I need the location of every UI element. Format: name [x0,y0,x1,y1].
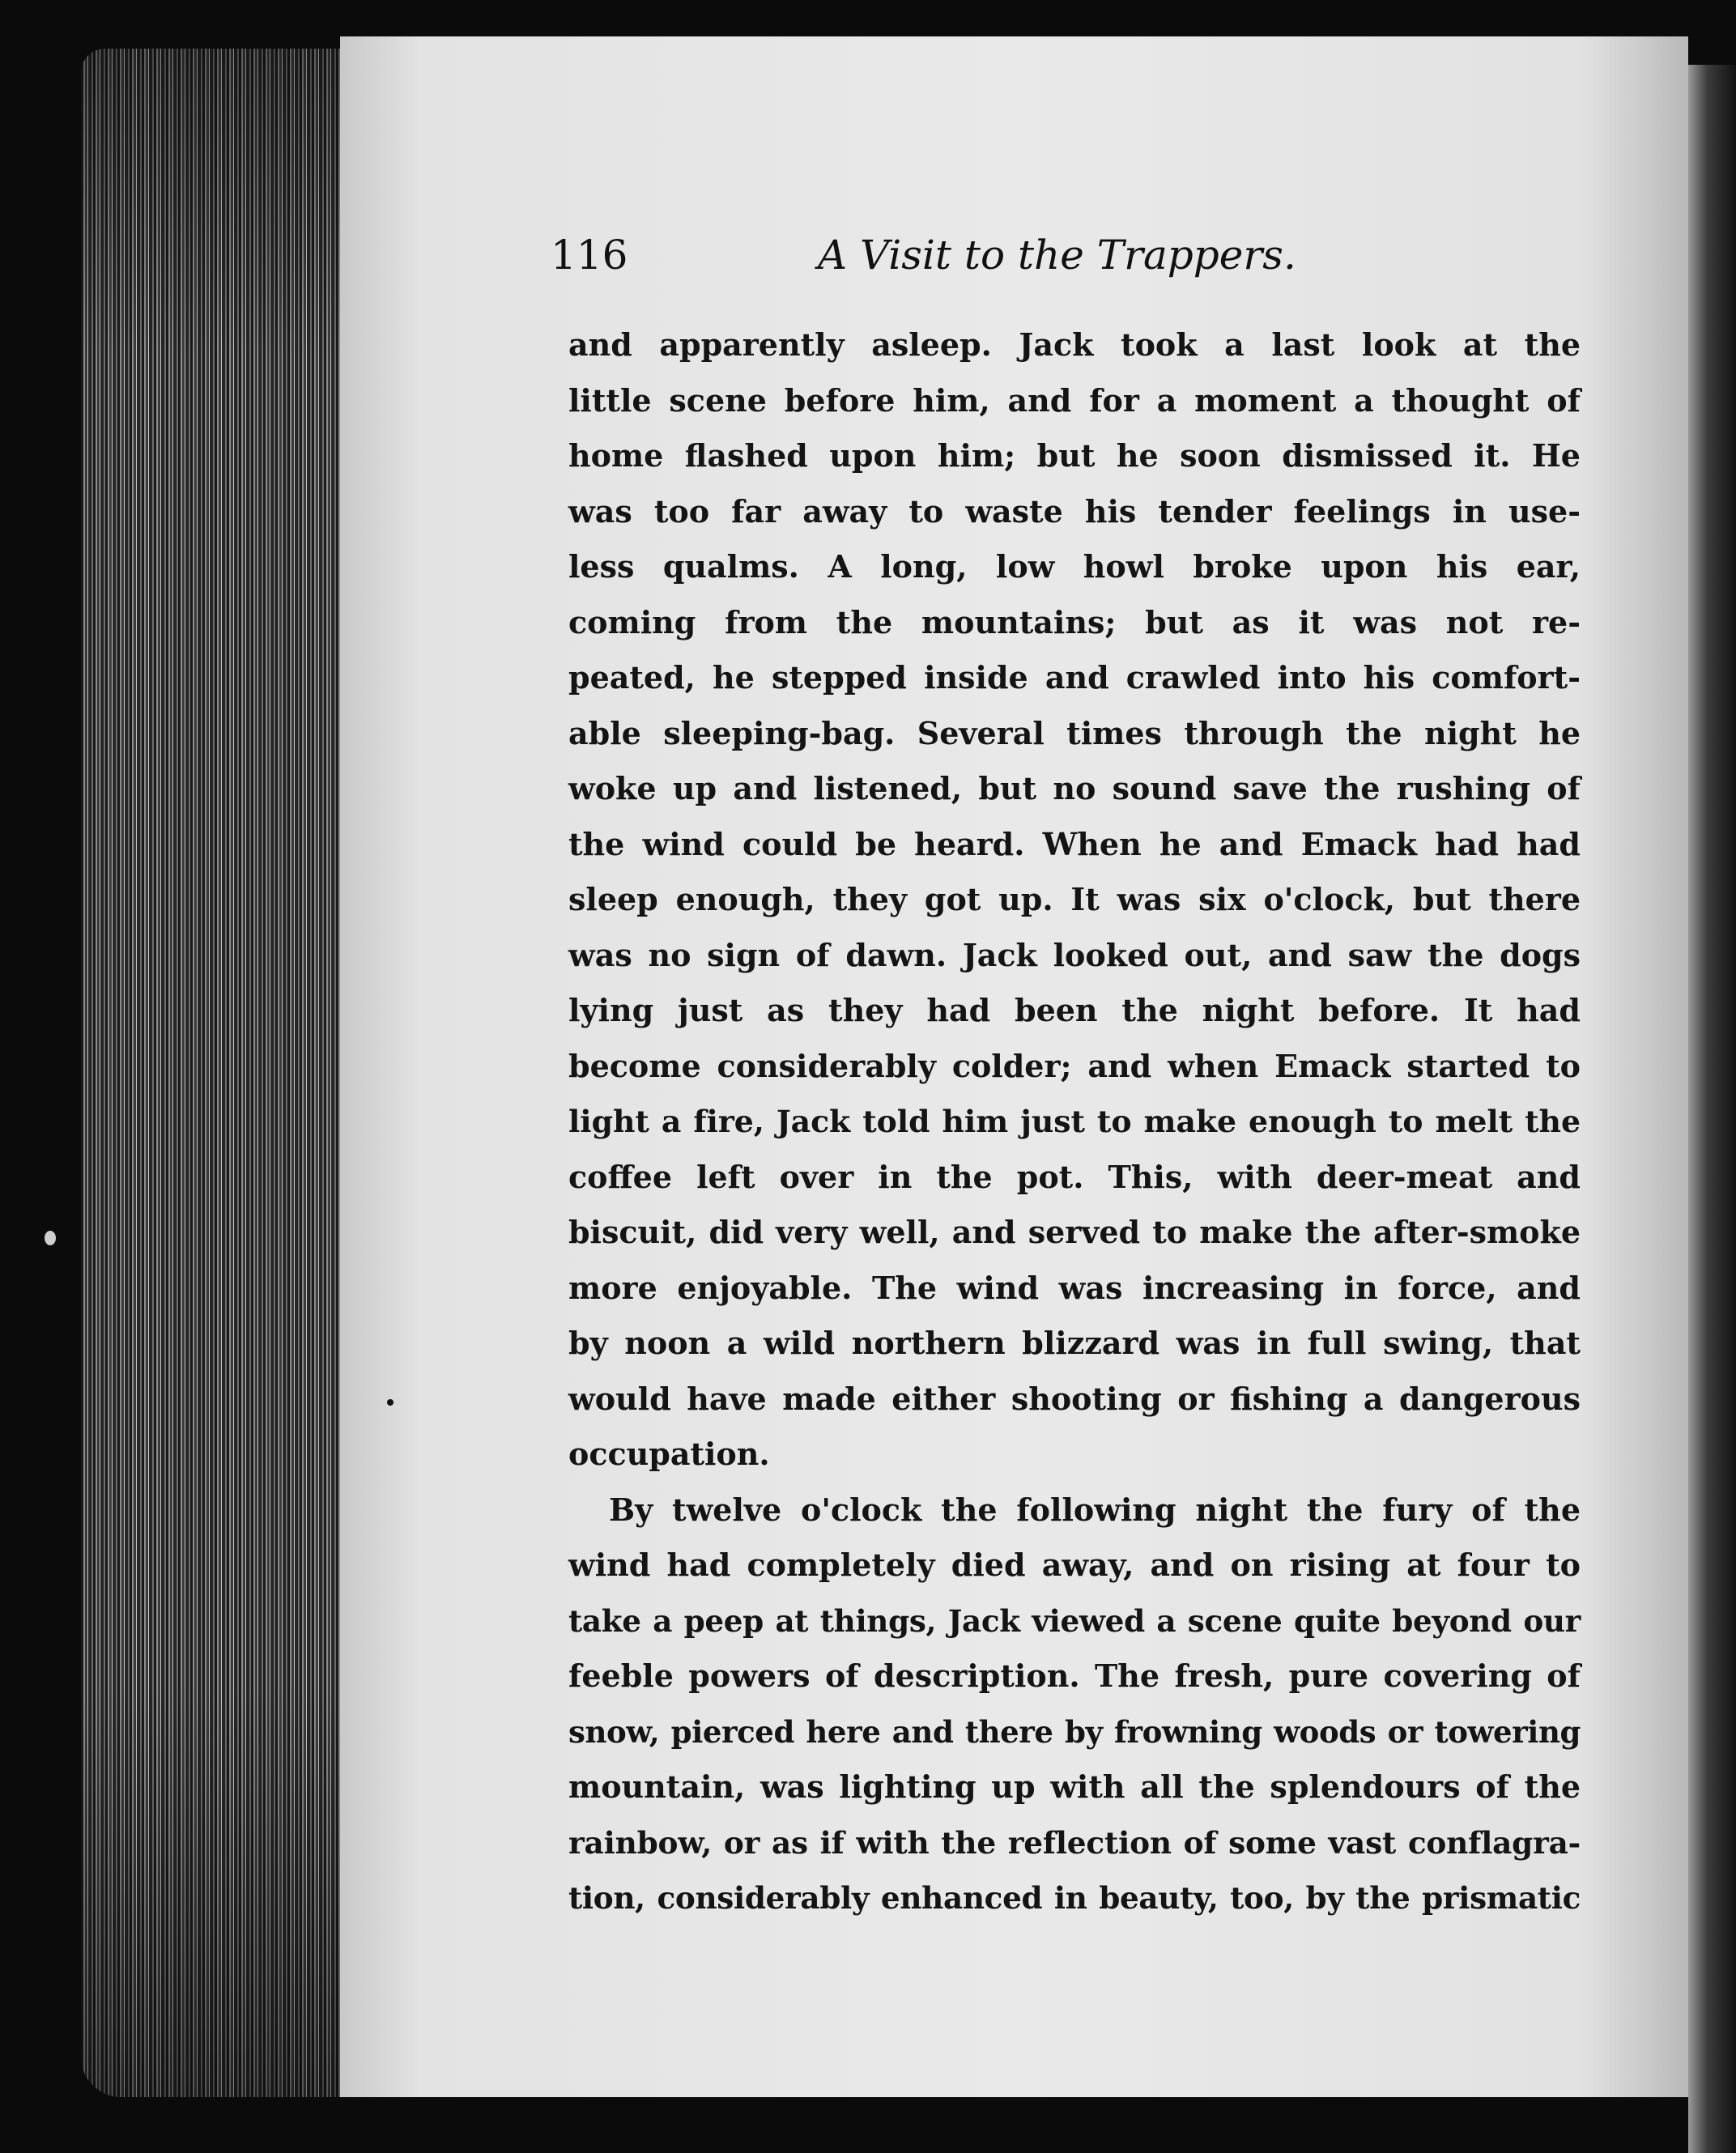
text-line: by noon a wild northern blizzard was in full swing, that [568,1325,1581,1361]
text-line: little scene before him, and for a moment a thought of [568,381,1581,419]
text-line: the wind could be heard. When he and Emack had had [568,825,1581,862]
text-line: would have made either shooting or fishing a dangerous [568,1380,1581,1417]
text-line: By twelve o'clock the following night the fury of the [609,1491,1581,1528]
text-line: snow, pierced here and there by frowning woods or towering [568,1713,1581,1750]
text-line: peated, he stepped inside and crawled into his comfort- [568,659,1581,696]
text-line: mountain, was lighting up with all the splendours of the [568,1768,1581,1805]
body-text [568,317,1581,1926]
running-header [551,227,1360,283]
text-line: coffee left over in the pot. This, with deer-meat and [568,1158,1581,1195]
right-binding-shadow [1688,65,1736,2153]
running-title: A Visit to the Trappers. [818,232,1296,279]
text-line: woke up and listened, but no sound save the rushing of [568,770,1581,806]
text-line: was too far away to waste his tender feelings in use- [568,492,1581,530]
text-line: rainbow, or as if with the reflection of some vast conflagra- [568,1824,1581,1861]
text-line: light a fire, Jack told him just to make enough to melt the [568,1104,1581,1139]
text-line: was no sign of dawn. Jack looked out, and saw the dogs [568,936,1581,973]
text-line: sleep enough, they got up. It was six o'clock, but there [568,881,1581,917]
text-line: and apparently asleep. Jack took a last look at the [568,326,1581,363]
text-line: occupation. [568,1436,770,1472]
text-line: wind had completely died away, and on rising at four to [568,1547,1581,1583]
text-line: able sleeping-bag. Several times through the night he [568,714,1581,751]
text-line: lying just as they had been the night before. It had [568,992,1581,1028]
page-number: 116 [551,232,628,279]
page-edge-shadow [81,49,340,2097]
text-line: less qualms. A long, low howl broke upon his ear, [568,548,1581,585]
text-line: tion, considerably enhanced in beauty, too, by the prismatic [568,1880,1581,1916]
text-line: become considerably colder; and when Emack started to [568,1047,1581,1084]
paragraph-1 [568,317,1581,1483]
paragraph-2 [568,1483,1581,1926]
scan-speck [387,1399,394,1406]
text-line: feeble powers of description. The fresh, pure covering of [568,1657,1581,1694]
text-line: more enjoyable. The wind was increasing in force, and [568,1269,1581,1306]
scan-speck [45,1231,56,1245]
text-line: biscuit, did very well, and served to make the after-smoke [568,1214,1581,1250]
text-line: home flashed upon him; but he soon dismissed it. He [568,437,1581,474]
text-line: take a peep at things, Jack viewed a scene quite beyond our [568,1602,1581,1639]
text-line: coming from the mountains; but as it was not re- [568,603,1581,640]
